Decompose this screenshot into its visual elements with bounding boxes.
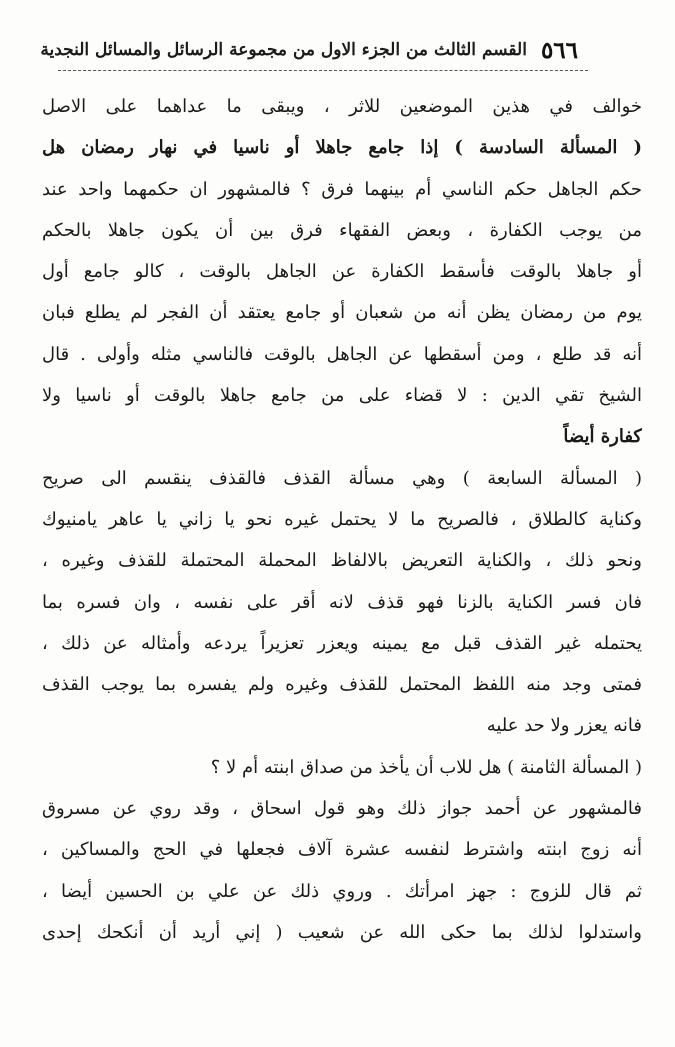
text-line: فان فسر الكناية بالزنا فهو قذف لانه أقر على نفسه ، وان فسره بما: [42, 591, 642, 613]
text-line: الشيخ تقي الدين : لا قضاء على من جامع جاهلا بالوقت أو ناسيا ولا: [42, 385, 642, 407]
text-line: ( المسألة السابعة ) وهي مسألة القذف فالقذف ينقسم الى صريح: [42, 467, 642, 489]
running-title: القسم الثالث من الجزء الاول من مجموعة الرسائل والمسائل النجدية: [40, 40, 527, 60]
body-text: [42, 86, 642, 953]
text-line: فانه يعزر ولا حد عليه: [486, 715, 642, 737]
text-line: أنه قد طلع ، ومن أسقطها عن الجاهل بالوقت فالناسي مثله وأولى . قال: [42, 343, 642, 365]
page-number: ٥٦٦: [540, 36, 578, 64]
page-header: [40, 30, 578, 70]
text-line: أو جاهلا بالوقت فأسقط الكفارة عن الجاهل بالوقت ، كالو جامع أول: [42, 261, 642, 283]
text-line: ونحو ذلك ، والكناية التعريض بالالفاظ المحملة المحتملة للقذف وغيره ،: [42, 550, 642, 572]
text-line: من يوجب الكفارة ، وبعض الفقهاء فرق بين أن يكون جاهلا بالحكم: [42, 219, 642, 241]
text-line: يوم من رمضان يظن أنه من شعبان أو جامع يعتقد أن الفجر لم يطلع فبان: [42, 302, 642, 324]
text-line: أنه زوج ابنته واشترط لنفسه عشرة آلاف فجعلها في الحج والمساكين ،: [42, 839, 642, 861]
text-line: يحتمله غير القذف قبل مع يمينه ويعزر تعزيراً يردعه وأمثاله عن ذلك ،: [42, 632, 642, 654]
text-line: خوالف في هذين الموضعين للاثر ، ويبقى ما عداهما على الاصل: [42, 96, 642, 117]
text-line: وكناية كالطلاق ، فالصريح ما لا يحتمل غيره نحو يا زاني يا عاهر يامنيوك: [42, 508, 642, 530]
text-line: واستدلوا لذلك بما حكى الله عن شعيب ( إني أريد أن أنكحك إحدى: [42, 921, 642, 943]
text-line: ( المسألة السادسة ) إذا جامع جاهلا أو ناسيا في نهار رمضان هل: [42, 137, 642, 159]
text-line: ( المسألة الثامنة ) هل للاب أن يأخذ من صداق ابنته أم لا ؟: [210, 756, 642, 778]
text-line: فالمشهور عن أحمد جواز ذلك وهو قول اسحاق ، وقد روي عن مسروق: [42, 798, 642, 820]
header-divider: [58, 70, 588, 71]
text-line: كفارة أيضاً: [563, 426, 642, 448]
text-line: حكم الجاهل حكم الناسي أم بينهما فرق ؟ فالمشهور ان حكمهما واحد عند: [42, 178, 642, 200]
text-line: ثم قال للزوج : جهز امرأتك . وروي ذلك عن علي بن الحسين أيضا ،: [42, 880, 642, 902]
text-line: فمتى وجد منه اللفظ المحتمل للقذف وغيره ولم يفسره بما يوجب القذف: [42, 674, 642, 696]
